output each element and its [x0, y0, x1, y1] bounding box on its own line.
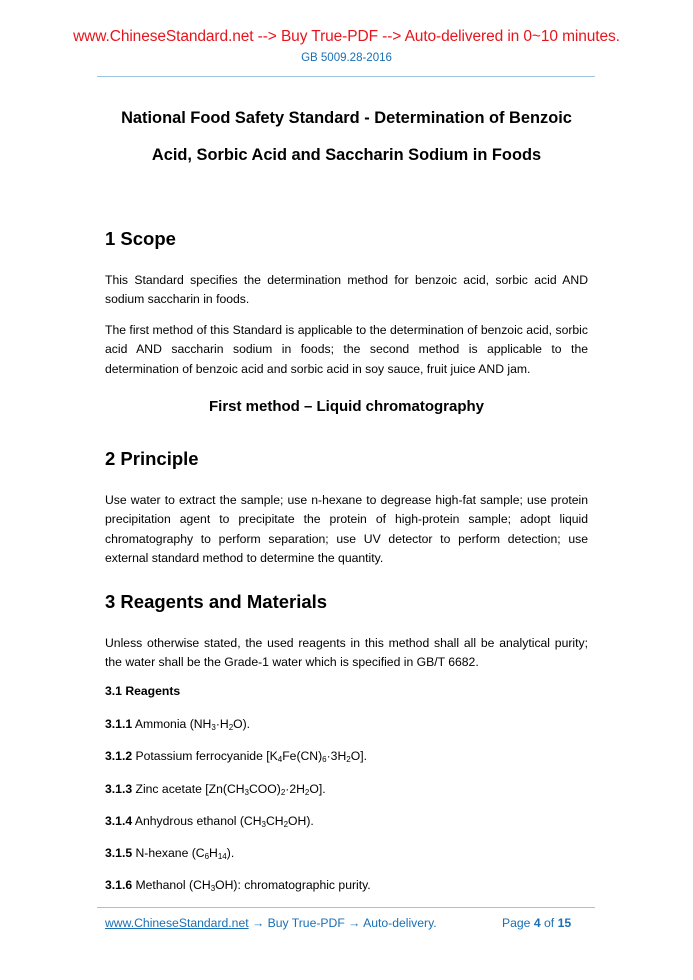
- top-banner[interactable]: www.ChineseStandard.net --> Buy True-PDF --> Auto-delivered in 0~10 minutes.: [73, 28, 620, 45]
- footer-link-tail: → Buy True-PDF → Auto-delivery.: [248, 916, 437, 930]
- reagent-item-anhydrous-ethanol: 3.1.4 Anhydrous ethanol $(CH_3CH_2OH)$.: [105, 814, 314, 829]
- current-page: 4: [533, 916, 541, 930]
- reagents-paragraph: Unless otherwise stated, the used reagents in this method shall all be analytical purity; the water shall be the Grade-1 water which is specified in GB/T 6682.: [105, 636, 588, 670]
- title-line-2: Acid, Sorbic Acid and Saccharin Sodium in Foods: [151, 146, 542, 164]
- document-title: [96, 100, 597, 174]
- standard-code: GB 5009.28-2016: [301, 52, 392, 64]
- title-line-1: National Food Safety Standard - Determination of Benzoic: [121, 109, 572, 127]
- scope-paragraph-2: The first method of this Standard is applicable to the determination of benzoic acid, sorbic acid AND saccharin sodium in foods; the second method is applicable to the determination of benzoic acid and sorbic acid in soy sauce, fruit juice AND jam.: [105, 323, 588, 376]
- section-heading-principle: 2 Principle: [105, 448, 199, 469]
- reagent-item-zinc-acetate: 3.1.3 Zinc acetate $[Zn(CH_3COO)_2\cdot 2H_2O]$.: [105, 782, 326, 797]
- section-heading-scope: 1 Scope: [105, 228, 176, 249]
- page-indicator: Page 4 of 15: [502, 916, 572, 930]
- scope-paragraph-1: This Standard specifies the determination method for benzoic acid, sorbic acid AND sodium saccharin in foods.: [105, 273, 588, 307]
- footer-divider: [97, 907, 595, 908]
- reagent-item-methanol: 3.1.6 Methanol $(CH_3OH)$: chromatographic purity.: [105, 878, 371, 893]
- principle-paragraph: Use water to extract the sample; use n-hexane to degrease high-fat sample; use protein precipitation agent to precipitate the protein of high-protein sample; adopt liquid chromatography to perform separation; use UV detector to perform detection; use external standard method to determine the quantity.: [105, 493, 588, 566]
- footer-url[interactable]: www.ChineseStandard.net: [105, 916, 249, 930]
- subsection-heading-reagents: 3.1 Reagents: [105, 684, 181, 698]
- method-heading: First method – Liquid chromatography: [208, 398, 485, 415]
- total-pages: 15: [557, 916, 572, 930]
- reagent-item-potassium-ferrocyanide: 3.1.2 Potassium ferrocyanide $[K_4Fe(CN)_6\cdot 3H_2O]$.: [105, 749, 367, 764]
- section-heading-reagents: 3 Reagents and Materials: [105, 591, 328, 612]
- header-divider: [97, 76, 595, 77]
- reagent-item-ammonia: 3.1.1 Ammonia $(NH_3\cdot H_2O)$.: [105, 717, 251, 732]
- footer-link[interactable]: [105, 916, 437, 930]
- reagent-item-n-hexane: 3.1.5 N-hexane $(C_6H_{14})$.: [105, 846, 235, 861]
